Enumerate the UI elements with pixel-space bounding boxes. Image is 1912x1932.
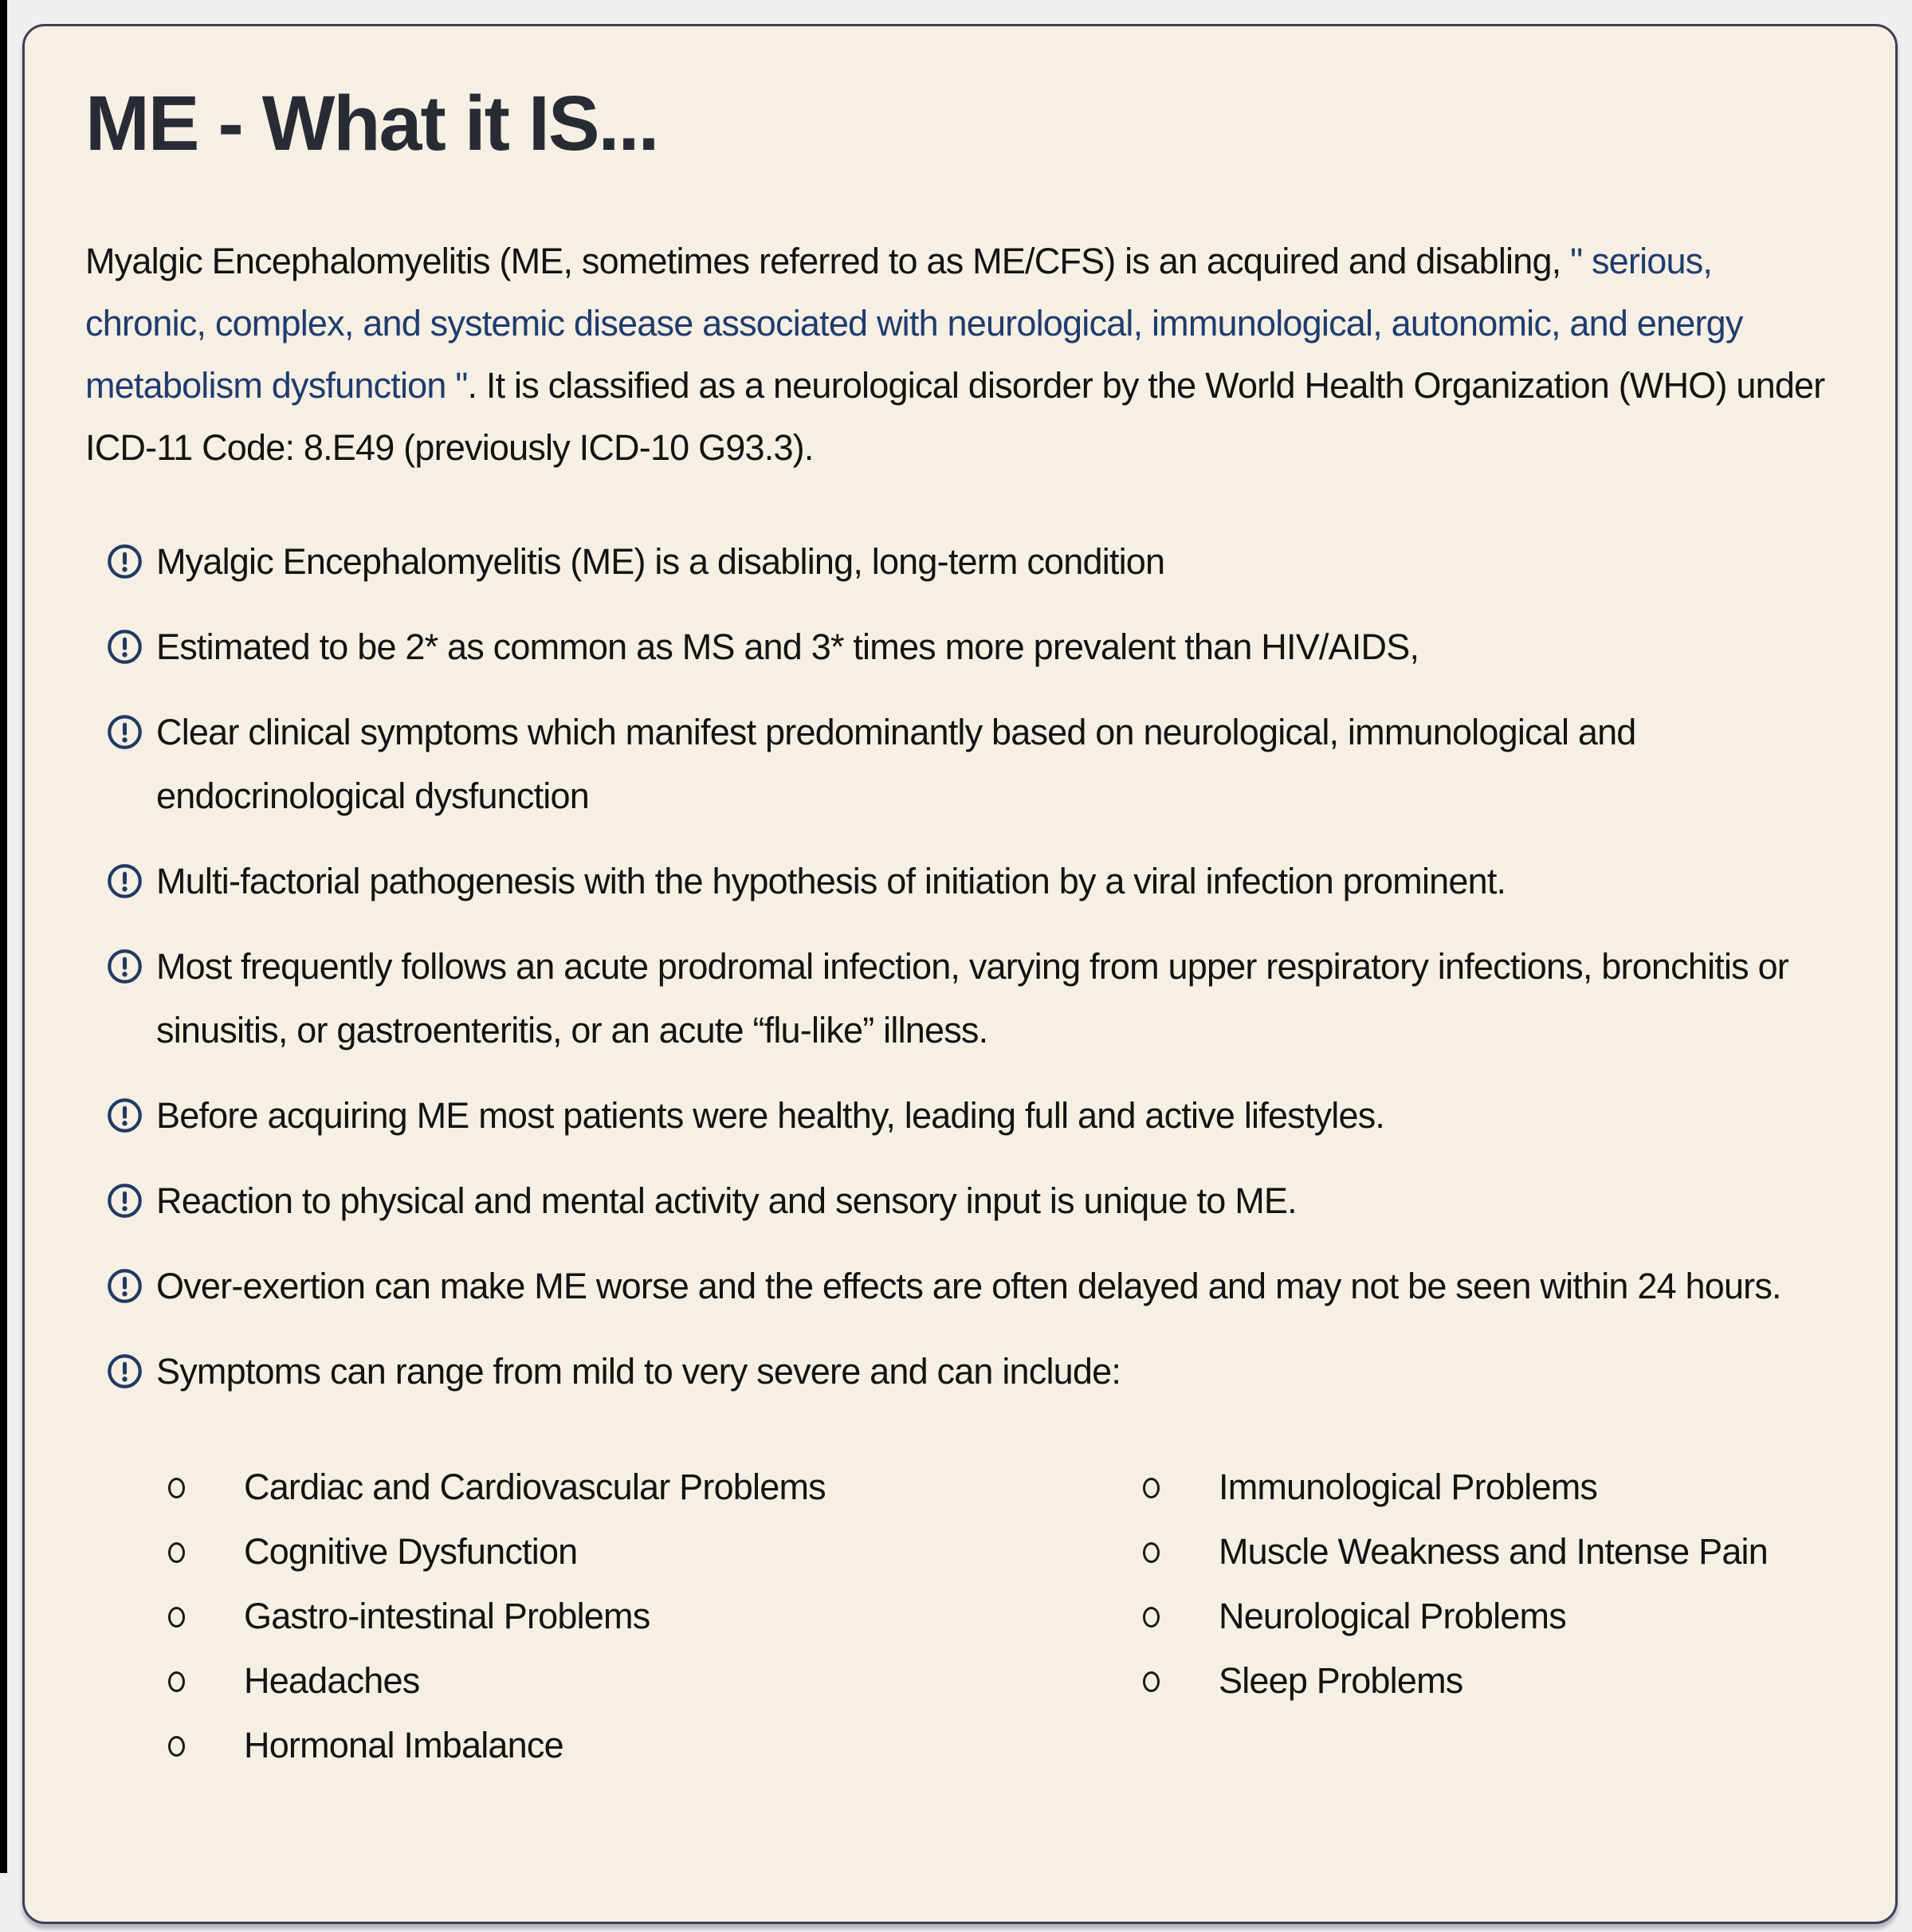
list-item	[168, 1455, 1067, 1519]
exclamation-circle-icon	[107, 714, 143, 750]
list-item-text: Estimated to be 2* as common as MS and 3* times more prevalent than HIV/AIDS,	[156, 626, 1419, 667]
list-item	[1143, 1648, 1828, 1713]
list-item	[107, 1255, 1828, 1318]
list-item	[168, 1713, 1067, 1777]
symptom-text: Hormonal Imbalance	[244, 1725, 563, 1765]
list-item-text: Most frequently follows an acute prodromal infection, varying from upper respiratory infections, bronchitis or sinusitis, or gastroenteritis, or an acute “flu-like” illness.	[156, 946, 1788, 1050]
circle-outline-icon	[168, 1736, 185, 1757]
exclamation-circle-icon	[107, 863, 143, 899]
circle-outline-icon	[1143, 1478, 1160, 1498]
symptom-text: Gastro-intestinal Problems	[244, 1596, 650, 1636]
circle-outline-icon	[168, 1478, 185, 1498]
list-item	[107, 1084, 1828, 1148]
symptom-text: Sleep Problems	[1219, 1660, 1463, 1701]
list-item	[107, 1340, 1828, 1404]
circle-outline-icon	[1143, 1671, 1160, 1692]
list-item	[1143, 1455, 1828, 1519]
exclamation-circle-icon	[107, 1183, 143, 1219]
symptom-text: Cognitive Dysfunction	[244, 1531, 578, 1572]
list-item	[107, 530, 1828, 594]
symptoms-column-right	[1067, 1455, 1828, 1777]
list-item-text: Before acquiring ME most patients were healthy, leading full and active lifestyles.	[156, 1095, 1385, 1136]
list-item-text: Clear clinical symptoms which manifest predominantly based on neurological, immunological and endocrinological dysfunction	[156, 712, 1636, 816]
list-item-text: Over-exertion can make ME worse and the effects are often delayed and may not be seen within 24 hours.	[156, 1266, 1781, 1306]
list-item	[107, 701, 1828, 828]
list-item	[168, 1519, 1067, 1584]
symptom-text: Cardiac and Cardiovascular Problems	[244, 1467, 826, 1507]
exclamation-circle-icon	[107, 629, 143, 665]
list-item-text: Multi-factorial pathogenesis with the hypothesis of initiation by a viral infection prominent.	[156, 861, 1506, 901]
screenshot-edge-bar	[0, 0, 7, 1873]
symptom-text: Muscle Weakness and Intense Pain	[1219, 1531, 1768, 1572]
exclamation-circle-icon	[107, 1098, 143, 1133]
symptoms-column-left	[168, 1455, 1067, 1777]
page-title: ME - What it IS...	[85, 80, 658, 167]
list-item	[107, 850, 1828, 913]
circle-outline-icon	[168, 1671, 185, 1692]
list-item	[168, 1648, 1067, 1713]
list-item	[1143, 1584, 1828, 1648]
exclamation-circle-icon	[107, 1353, 143, 1389]
key-facts-list	[85, 530, 1828, 1404]
content-card	[22, 24, 1898, 1924]
exclamation-circle-icon	[107, 1268, 143, 1304]
exclamation-circle-icon	[107, 544, 143, 579]
circle-outline-icon	[168, 1542, 185, 1563]
list-item-text: Reaction to physical and mental activity and sensory input is unique to ME.	[156, 1180, 1297, 1221]
list-item	[107, 615, 1828, 679]
exclamation-circle-icon	[107, 948, 143, 984]
list-item	[1143, 1519, 1828, 1584]
intro-highlight-quote: " serious, chronic, complex, and systemic disease associated with neurological, immunological, autonomic, and energy metabolism dysfunction "	[85, 241, 1743, 406]
list-item	[107, 1169, 1828, 1233]
circle-outline-icon	[168, 1607, 185, 1628]
intro-paragraph	[85, 230, 1828, 479]
intro-text-end: . It is classified as a neurological disorder by the World Health Organization (WHO) under ICD-11 Code: 8.E49 (previously ICD-10 G93.3).	[85, 365, 1825, 468]
circle-outline-icon	[1143, 1542, 1160, 1563]
intro-text-start: Myalgic Encephalomyelitis (ME, sometimes referred to as ME/CFS) is an acquired and disabling,	[85, 241, 1571, 281]
list-item-text: Symptoms can range from mild to very severe and can include:	[156, 1351, 1121, 1392]
circle-outline-icon	[1143, 1607, 1160, 1628]
list-item-text: Myalgic Encephalomyelitis (ME) is a disabling, long-term condition	[156, 541, 1165, 582]
symptom-text: Neurological Problems	[1219, 1596, 1566, 1636]
symptom-text: Headaches	[244, 1660, 420, 1701]
symptoms-list	[85, 1455, 1828, 1777]
symptom-text: Immunological Problems	[1219, 1467, 1598, 1507]
list-item	[107, 935, 1828, 1062]
list-item	[168, 1584, 1067, 1648]
